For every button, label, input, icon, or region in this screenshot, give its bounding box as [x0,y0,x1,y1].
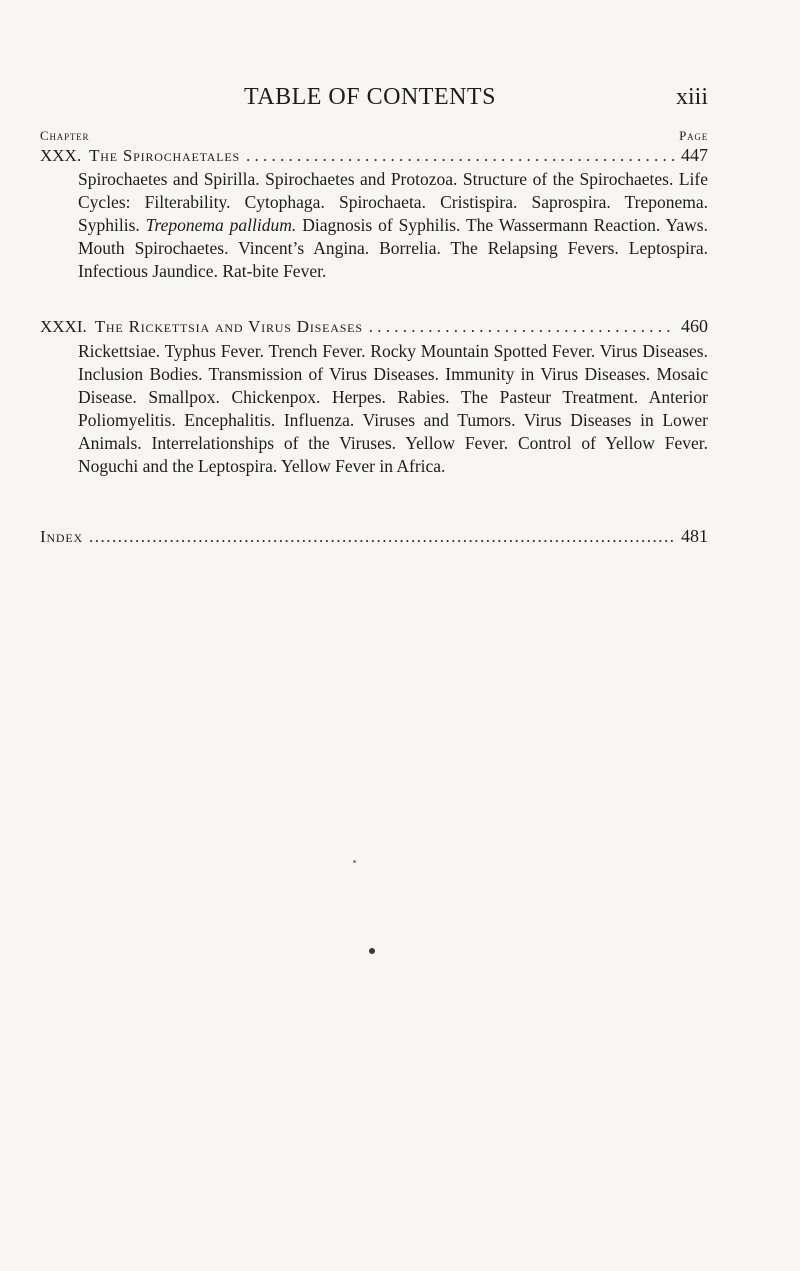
paper-speck [369,948,375,954]
page-title: TABLE OF CONTENTS [244,84,496,110]
chapter-title: The Spirochaetales [89,146,240,165]
toc-entry-xxxi[interactable] [40,316,708,337]
chapter-page-number: 460 [681,316,708,336]
chapter-title: The Rickettsia and Virus Diseases [94,317,363,336]
chapter-page-number: 447 [681,145,708,165]
chapter-label: Chapter [40,128,90,143]
dot-leader [89,527,675,547]
dot-leader [369,317,675,337]
paper-speck [353,860,356,863]
chapter-number: XXX. [40,146,82,165]
summary-text: Spirochaetes and Spirilla. Spirochaetes and Protozoa. Structure of the Spirochaetes. Life Cycles: Filterability. Cytophaga. Spirochaeta. Cristispira. Saprospira. Treponema. Syphilis. [78,169,708,235]
column-labels [40,128,708,146]
running-header [0,84,800,116]
chapter-summary: Rickettsiae. Typhus Fever. Trench Fever. Rocky Mountain Spotted Fever. Virus Diseases. Inclusion Bodies. Transmission of Virus Diseases. Immunity in Virus Diseases. Mosaic Disease. Smallpox. Chickenpox. Herpes. Rabies. The Pasteur Treatment. Anterior Poliomyelitis. Encephalitis. Influenza. Viruses and Tumors. Virus Diseases in Lower Animals. Interrelationships of the Viruses. Yellow Fever. Control of Yellow Fever. Noguchi and the Leptospira. Yellow Fever in Africa. [78,341,708,476]
index-title: Index [40,527,83,546]
chapter-number: XXXI. [40,317,87,336]
toc-entry-index[interactable] [40,526,708,547]
dot-leader [246,146,675,166]
toc-entry-xxx[interactable] [40,145,708,166]
page-number: xiii [675,84,708,110]
index-page-number: 481 [681,526,708,546]
summary-italic-term: Treponema pallidum. [145,215,297,235]
summary-text: Diagnosis of Syphilis. The Wassermann Reaction. Yaws. Mouth Spirochaetes. Vincent’s Angina. Borrelia. The Relapsing Fevers. Leptospira. Infectious Jaundice. Rat-bite Fever. [78,215,708,281]
chapter-summary [78,168,708,283]
page-label: Page [679,128,708,143]
